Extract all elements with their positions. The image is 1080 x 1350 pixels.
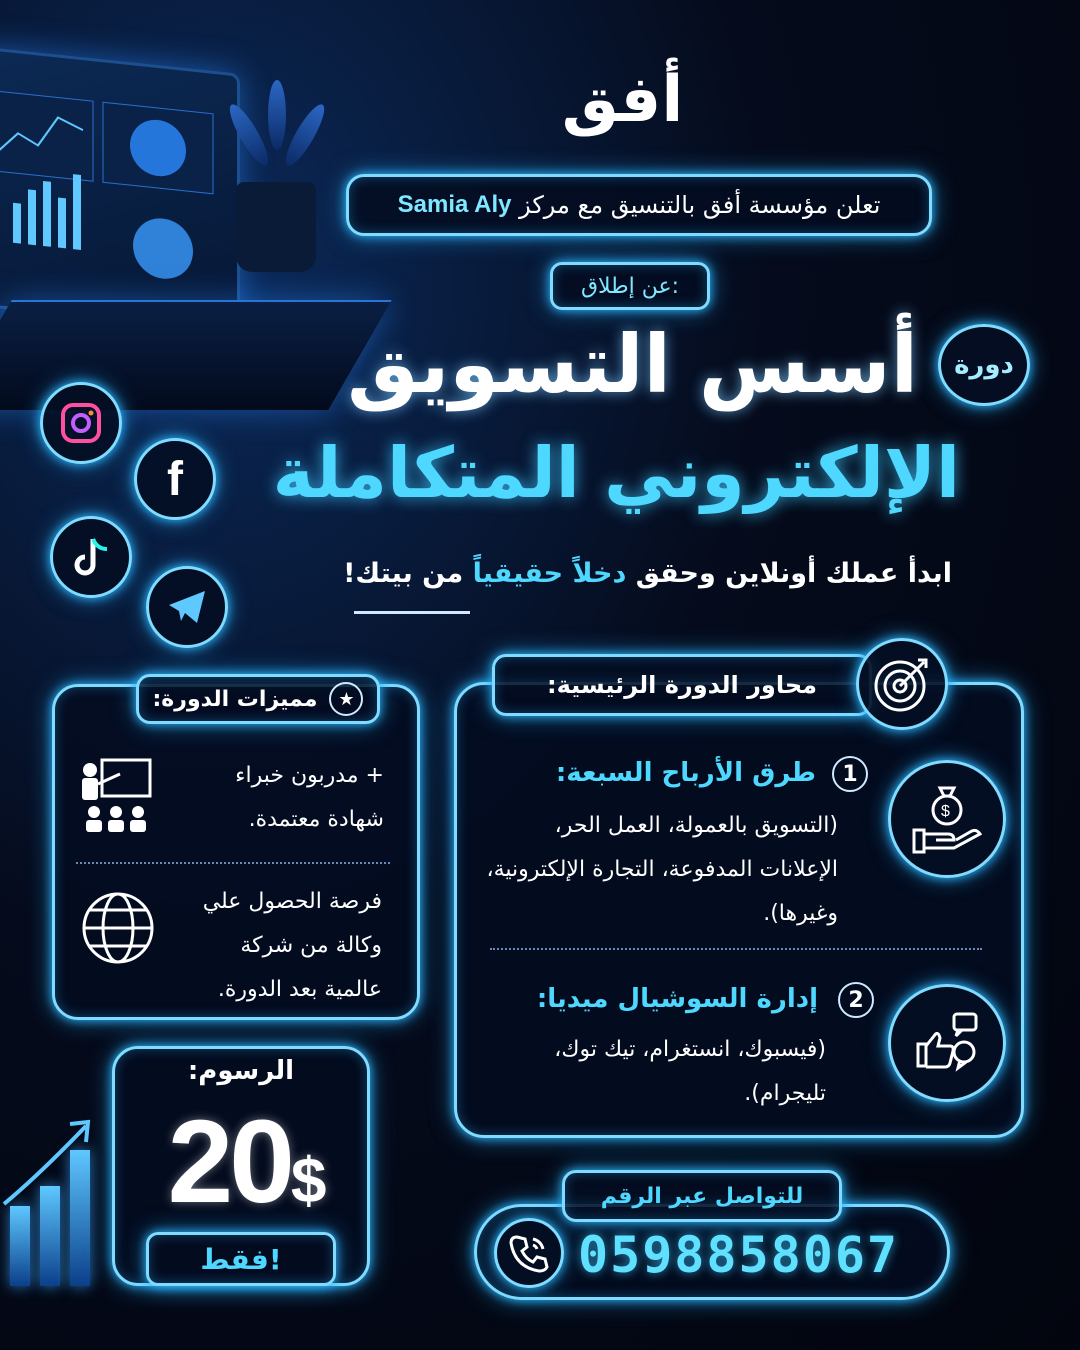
feature-item-2 xyxy=(152,880,382,1012)
phone-icon[interactable] xyxy=(494,1218,564,1288)
launch-label: عن إطلاق: xyxy=(550,262,710,310)
course-title-line2: الإلكتروني المتكاملة xyxy=(272,432,960,514)
price-only-label: فقط! xyxy=(146,1232,336,1286)
axis-2-title: إدارة السوشيال ميديا: xyxy=(536,984,818,1014)
course-word: دورة xyxy=(954,350,1014,380)
course-title-line1: أسس التسويق xyxy=(347,318,918,411)
growth-bar xyxy=(10,1206,30,1286)
feature-2-line3: عالمية بعد الدورة. xyxy=(217,977,382,1002)
axis-1-line3: وغيرها). xyxy=(763,901,838,926)
feature-2-line1: فرصة الحصول علي xyxy=(202,889,382,914)
feature-item-1 xyxy=(164,754,384,842)
tagline-part1: ابدأ عملك أونلاين وحقق xyxy=(635,558,952,589)
price-label: الرسوم: xyxy=(187,1056,295,1086)
laptop-screen-illustration xyxy=(0,46,240,333)
growth-arrow-icon xyxy=(0,1114,100,1218)
axes-heading-text: محاور الدورة الرئيسية: xyxy=(547,671,817,699)
feature-2-line2: وكالة من شركة xyxy=(240,933,382,958)
announcement-brand: Samia Aly xyxy=(397,191,512,218)
telegram-icon[interactable] xyxy=(146,566,228,648)
features-heading-text: مميزات الدورة: xyxy=(152,686,318,712)
axis-1-title: طرق الأرباح السبعة: xyxy=(555,758,816,788)
axes-divider xyxy=(490,948,982,950)
tagline-highlight: دخلاً حقيقياً xyxy=(472,558,627,589)
announcement-text: تعلن مؤسسة أفق بالتنسيق مع مركز xyxy=(519,191,881,219)
features-divider xyxy=(76,862,390,864)
facebook-glyph: f xyxy=(167,452,183,506)
trainer-icon xyxy=(76,756,156,840)
contact-heading: للتواصل عبر الرقم xyxy=(562,1170,842,1222)
plant-leaf xyxy=(280,100,331,170)
tagline xyxy=(343,558,952,589)
facebook-icon[interactable] xyxy=(134,438,216,520)
tagline-underline xyxy=(354,611,470,614)
axis-2-line2: تليجرام). xyxy=(744,1081,826,1106)
feature-1-line1: + مدربون خبراء xyxy=(235,763,384,788)
phone-number[interactable]: 0598858067 xyxy=(578,1226,900,1284)
axis-2-line1: (فيسبوك، انستغرام، تيك توك، xyxy=(554,1037,826,1062)
svg-text:$: $ xyxy=(941,803,950,820)
price-amount xyxy=(130,1094,360,1230)
axes-heading xyxy=(492,654,872,716)
plant-leaf xyxy=(268,80,286,150)
announcement-banner xyxy=(346,174,932,236)
feature-1-line2: شهادة معتمدة. xyxy=(248,807,384,832)
axis-1-number: 1 xyxy=(832,756,868,792)
money-hand-icon xyxy=(888,760,1006,878)
features-heading xyxy=(136,674,380,724)
price-value: 20 xyxy=(167,1096,291,1228)
axis-1-line1: (التسويق بالعمولة، العمل الحر، xyxy=(554,813,838,838)
globe-icon xyxy=(80,890,156,970)
ofuq-logo xyxy=(540,50,705,150)
logo-text: أفق xyxy=(561,63,684,137)
tiktok-icon[interactable] xyxy=(50,516,132,598)
axis-1-line2: الإعلانات المدفوعة، التجارة الإلكترونية، xyxy=(486,857,838,882)
tagline-part2: من بيتك! xyxy=(343,558,464,589)
axis-2-number: 2 xyxy=(838,982,874,1018)
plant-pot-illustration xyxy=(236,182,316,272)
social-chat-icon xyxy=(888,984,1006,1102)
target-icon xyxy=(856,638,948,730)
star-badge-icon: ★ xyxy=(329,682,363,716)
axis-2-description xyxy=(466,1028,826,1116)
price-currency: $ xyxy=(290,1144,323,1216)
instagram-icon[interactable] xyxy=(40,382,122,464)
course-word-badge xyxy=(938,324,1030,406)
axis-1-description xyxy=(438,804,838,936)
